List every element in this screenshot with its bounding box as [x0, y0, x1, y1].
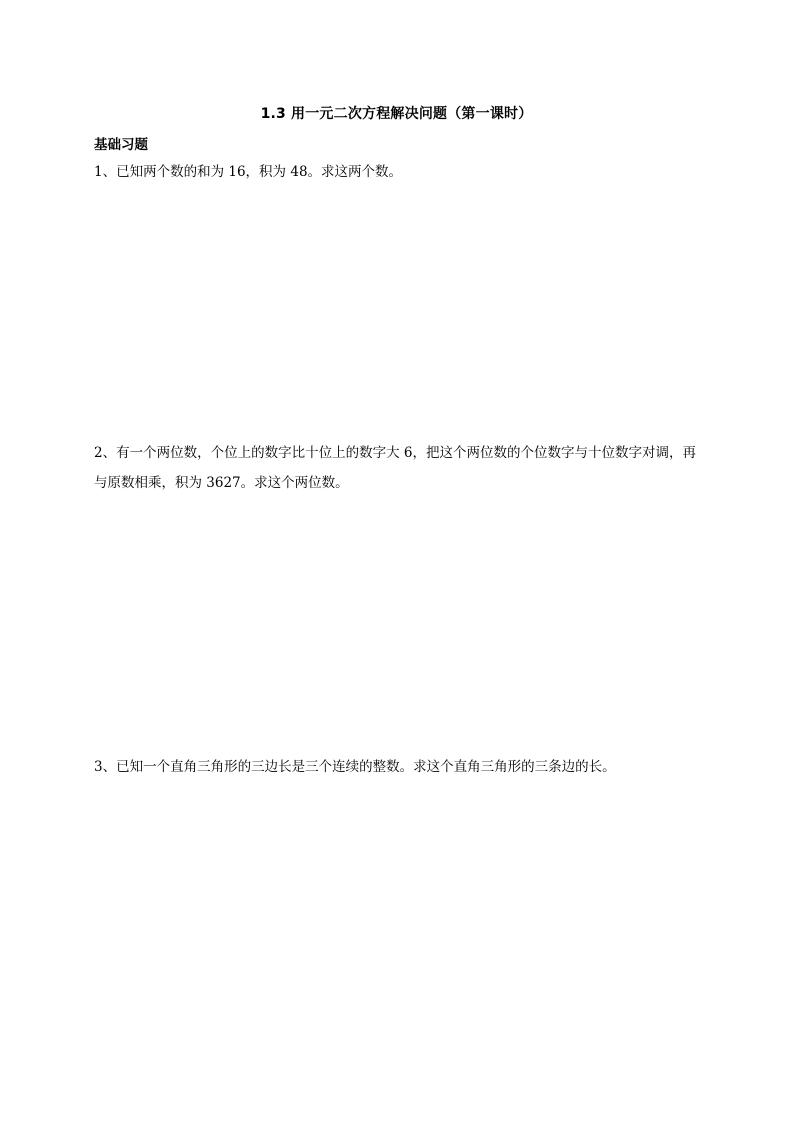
problem-1: 1、已知两个数的和为 16，积为 48。求这两个数。	[94, 164, 403, 180]
problem-2: 2、有一个两位数，个位上的数字比十位上的数字大 6，把这个两位数的个位数字与十位数字对调，再与原数相乘，积为 3627。求这个两位数。	[94, 445, 696, 491]
section-heading: 基础习题	[94, 137, 148, 153]
page-title: 1.3 用一元二次方程解决问题（第一课时）	[260, 106, 533, 122]
problem-3: 3、已知一个直角三角形的三边长是三个连续的整数。求这个直角三角形的三条边的长。	[94, 759, 616, 775]
